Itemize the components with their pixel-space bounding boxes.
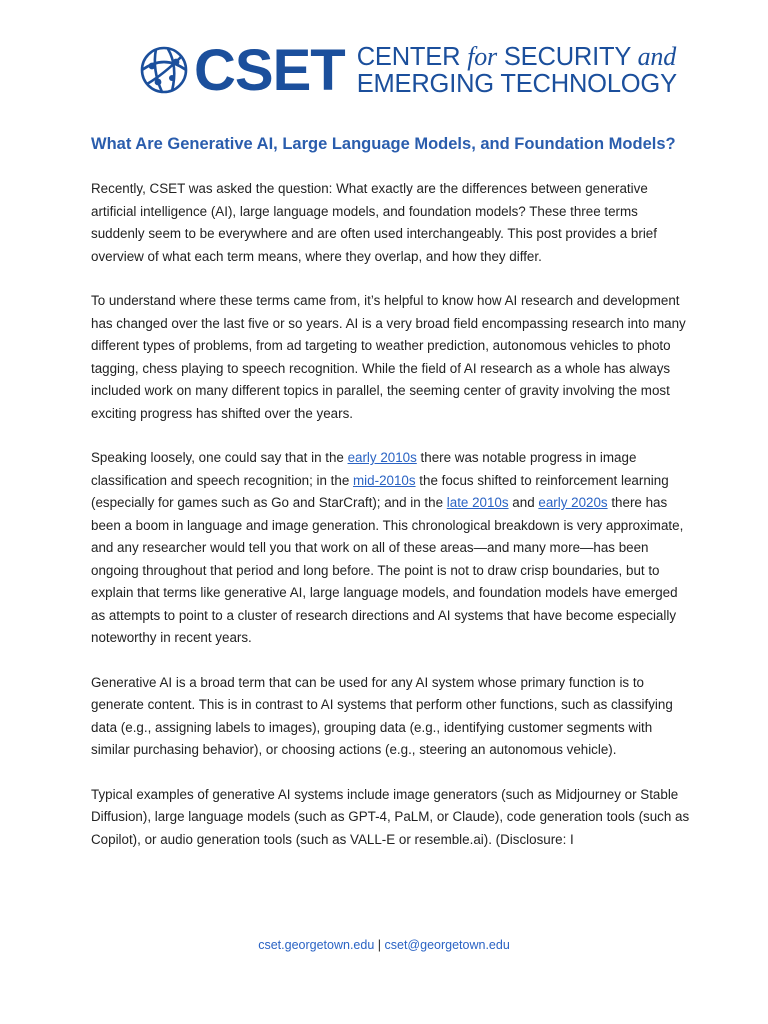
logo-wordmark: CSET (194, 38, 345, 103)
paragraph-3: Speaking loosely, one could say that in the early 2010s there was notable progress in image classification and speech recognition; in the mid-2010s the focus shifted to reinforcement learning (especially for games such as Go and StarCraft); and in the late 2010s and early 2020s there has been a boom in language and image generation. This chronological breakdown is very approximate, and any researcher would tell you that work on all of these areas—and many more—has been ongoing throughout that period and long before. The point is not to draw crisp boundaries, but to explain that terms like generative AI, large language models, and foundation models have emerged as attempts to point to a cluster of research directions and AI systems that have become especially noteworthy in recent years. (91, 450, 684, 645)
logo-tagline-line1: CENTER for SECURITY and (356, 41, 677, 71)
link-late-2010s[interactable]: late 2010s (446, 495, 509, 510)
paragraph-5: Typical examples of generative AI systems include image generators (such as Midjourney or Stable Diffusion), large language models (such as GPT-4, PaLM, or Claude), code generation tools (such as Copilot), or audio generation tools (such as VALL-E or resemble.ai). (Disclosure: I (91, 786, 690, 847)
link-mid-2010s[interactable]: mid-2010s (353, 472, 416, 488)
paragraph-2: To understand where these terms came from, it’s helpful to know how AI research and development has changed over the last five or so years. AI is a very broad field encompassing research into many different types of problems, from ad targeting to weather prediction, autonomous vehicles to photo tagging, chess playing to speech recognition. While the field of AI research as a whole has always included work on many different topics in parallel, the seeming center of gravity involving the most exciting progress has shifted over the years. (91, 293, 686, 421)
footer-website-link[interactable]: cset.georgetown.edu (258, 938, 375, 952)
footer-email-link[interactable]: cset@georgetown.edu (384, 938, 510, 952)
paragraph-4: Generative AI is a broad term that can be used for any AI system whose primary function is to generate content. This is in contrast to AI systems that perform other functions, such as classifying data (e.g., assigning labels to images), grouping data (e.g., identifying customer segments with similar purchasing behavior), or choosing actions (e.g., steering an autonomous vehicle). (91, 674, 673, 757)
link-early-2020s[interactable]: early 2020s (538, 495, 608, 510)
article-body (91, 132, 691, 873)
globe-icon (138, 44, 190, 96)
article-title: What Are Generative AI, Large Language Models, and Foundation Models? (91, 135, 676, 153)
logo-tagline-line2: EMERGING TECHNOLOGY (356, 69, 677, 98)
page-footer (0, 938, 768, 952)
footer-separator: | (377, 938, 382, 952)
logo-tagline (357, 43, 677, 98)
cset-logo (138, 38, 677, 103)
paragraph-1: Recently, CSET was asked the question: What exactly are the differences between generative artificial intelligence (AI), large language models, and foundation models? These three terms suddenly seem to be everywhere and are often used interchangeably. This post provides a brief overview of what each term means, where they overlap, and how they differ. (91, 181, 657, 264)
link-early-2010s[interactable]: early 2010s (347, 450, 417, 465)
